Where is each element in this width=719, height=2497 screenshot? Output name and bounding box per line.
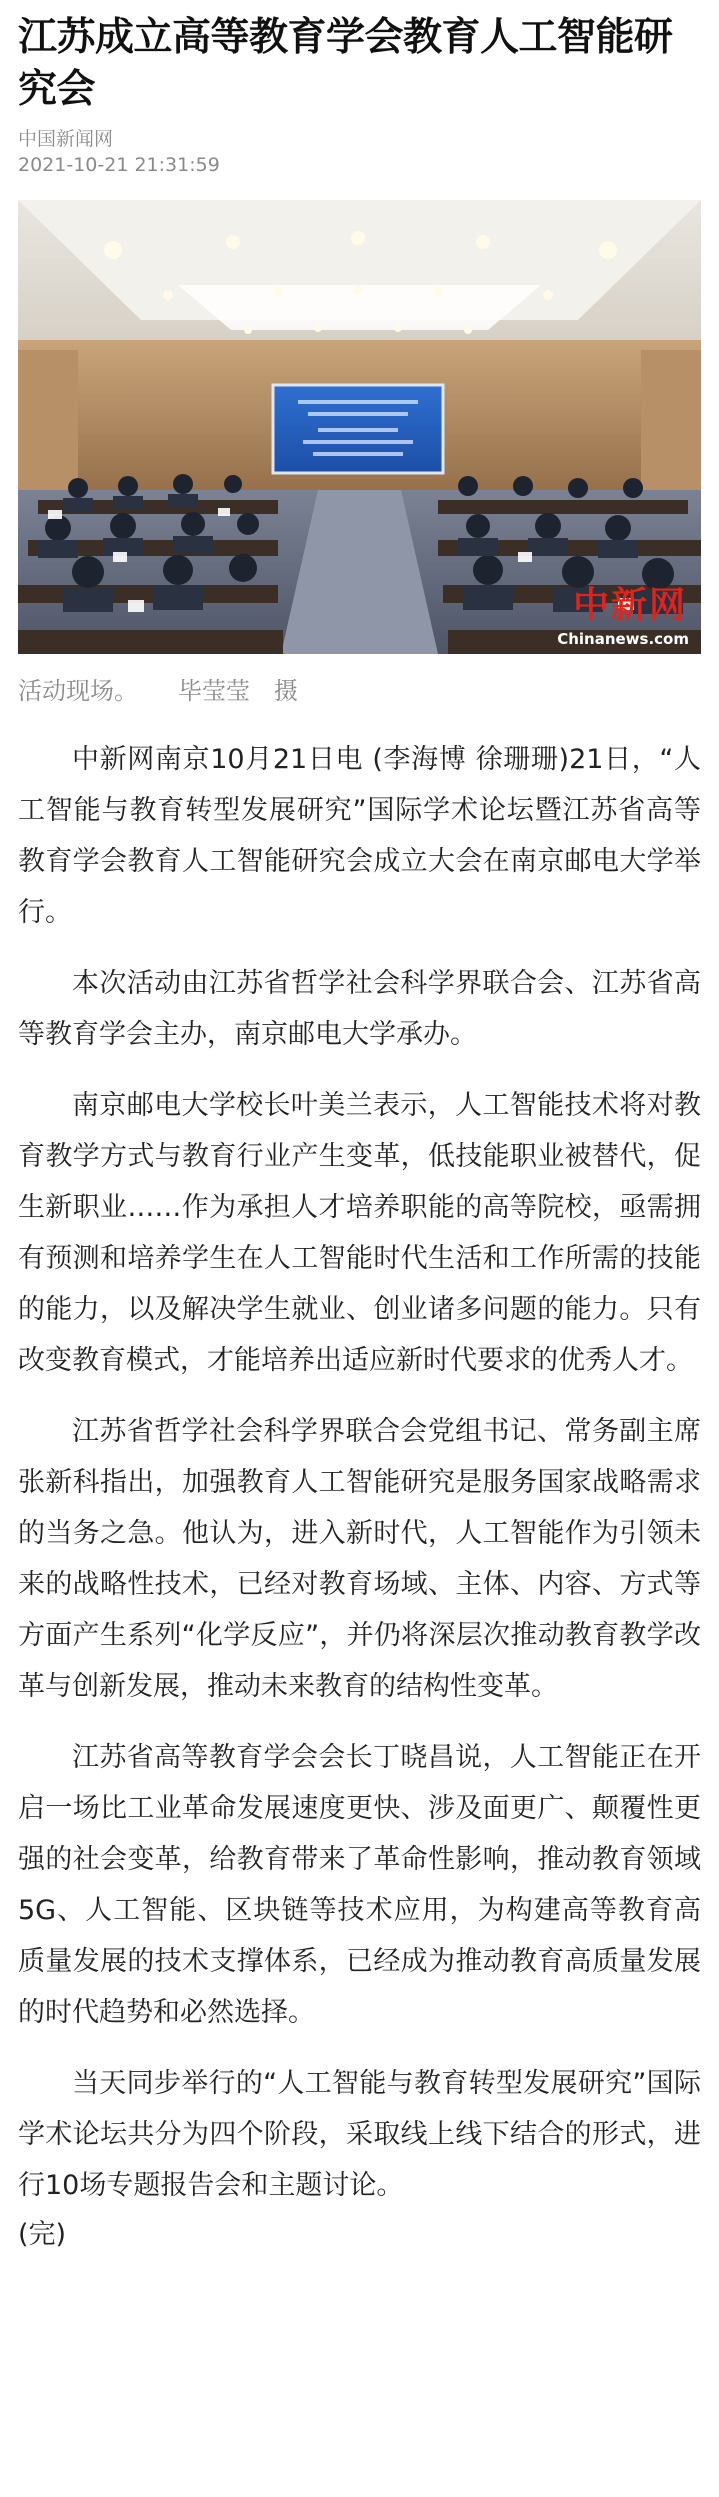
paragraph: 南京邮电大学校长叶美兰表示，人工智能技术将对教育教学方式与教育行业产生变革，低技能职业被替代，促生新职业……作为承担人才培养职能的高等院校，亟需拥有预测和培养学生在人工智能时代生活和工作所需的技能的能力，以及解决学生就业、创业诸多问题的能力。只有改变教育模式，才能培养出适应新时代要求的优秀人才。: [18, 1090, 701, 1376]
paragraph: 本次活动由江苏省哲学社会科学界联合会、江苏省高等教育学会主办，南京邮电大学承办。: [18, 968, 701, 1050]
article-source: 中国新闻网: [18, 128, 114, 150]
end-mark: (完): [18, 2219, 67, 2250]
paragraph: 当天同步举行的“人工智能与教育转型发展研究”国际学术论坛共分为四个阶段，采取线上线下结合的形式，进行10场专题报告会和主题讨论。: [18, 2068, 701, 2201]
watermark-logo: 中新网: [572, 584, 687, 626]
article-datetime: 2021-10-21 21:31:59: [18, 154, 220, 176]
caption-text: 活动现场。: [18, 677, 138, 705]
article-page: [0, 12, 719, 2255]
paragraph: 中新网南京10月21日电 (李海博 徐珊珊)21日，“人工智能与教育转型发展研究”国际学术论坛暨江苏省高等教育学会教育人工智能研究会成立大会在南京邮电大学举行。: [18, 744, 701, 928]
event-photo: [18, 200, 701, 654]
caption-photographer: 毕莹莹 摄: [178, 677, 298, 705]
article-body: [18, 734, 701, 2255]
photo-caption: [18, 674, 701, 708]
paragraph: 江苏省高等教育学会会长丁晓昌说，人工智能正在开启一场比工业革命发展速度更快、涉及面更广、颠覆性更强的社会变革，给教育带来了革命性影响，推动教育领域5G、人工智能、区块链等技术应用，为构建高等教育高质量发展的技术支撑体系，已经成为推动教育高质量发展的时代趋势和必然选择。: [18, 1742, 701, 2028]
watermark-url: Chinanews.com: [557, 630, 689, 648]
article-title: 江苏成立高等教育学会教育人工智能研究会: [18, 15, 673, 112]
paragraph: 江苏省哲学社会科学界联合会党组书记、常务副主席张新科指出，加强教育人工智能研究是服务国家战略需求的当务之急。他认为，进入新时代，人工智能作为引领未来的战略性技术，已经对教育场域、主体、内容、方式等方面产生系列“化学反应”，并仍将深层次推动教育教学改革与创新发展，推动未来教育的结构性变革。: [18, 1416, 701, 1702]
